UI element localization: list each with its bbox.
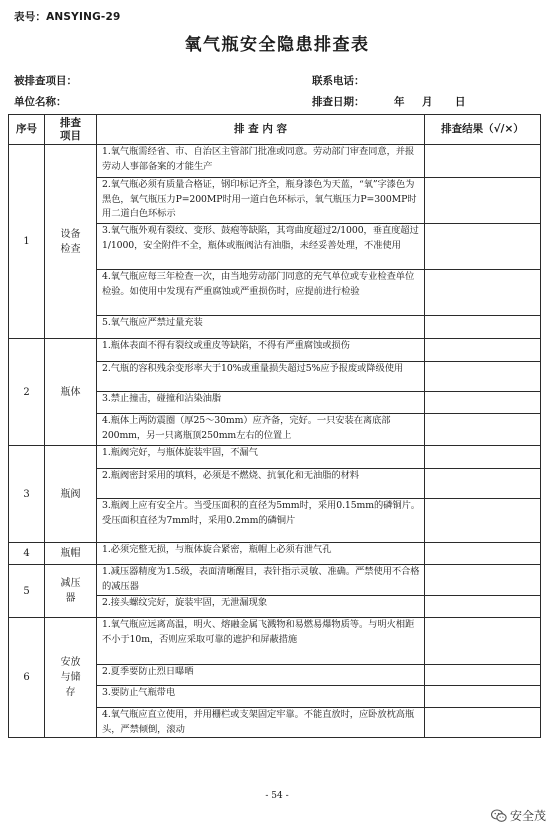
check-content: 2.气瓶的容积残余变形率大于10%或重量损失超过5%应予报废或降级使用: [97, 362, 425, 392]
wechat-watermark: [491, 807, 546, 824]
unit-name-label: 单位名称：: [14, 96, 67, 108]
inspection-date-label: 排查日期：: [312, 96, 365, 108]
check-content: 5.氧气瓶应严禁过量充装: [97, 316, 425, 339]
header-item: 排查项目: [45, 115, 97, 145]
result-cell[interactable]: [425, 339, 541, 362]
date-year-label: 年: [394, 96, 405, 108]
wechat-icon: [491, 809, 507, 823]
group-item: 瓶阀: [45, 446, 97, 543]
date-month-label: 月: [422, 96, 433, 108]
result-cell[interactable]: [425, 686, 541, 708]
contact-phone-label: 联系电话：: [312, 75, 365, 87]
result-cell[interactable]: [425, 618, 541, 665]
table-row: [9, 543, 541, 565]
result-cell[interactable]: [425, 469, 541, 499]
table-row: [9, 618, 541, 665]
page-number: - 54 -: [265, 791, 289, 801]
check-content: 4.氧气瓶应每三年检查一次，由当地劳动部门同意的充气单位或专业检查单位检验。如使用中发现有严重腐蚀或严重损伤时，应提前进行检验: [97, 270, 425, 316]
check-content: 4.瓶体上两防震圈（厚25～30mm）应齐备，完好。一只安装在离底部200mm，另一只离瓶顶250mm左右的位置上: [97, 414, 425, 446]
page-title: 氧气瓶安全隐患排查表: [184, 35, 370, 55]
table-row: [9, 145, 541, 178]
table-body: [9, 145, 541, 738]
check-content: 1.减压器精度为1.5级，表面清晰醒目，表针指示灵敏、准确。严禁使用不合格的减压器: [97, 565, 425, 596]
result-cell[interactable]: [425, 270, 541, 316]
check-content: 4.氧气瓶应直立使用，并用栅栏或支架固定牢靠。不能直放时，应卧放枕高瓶头，严禁倾倒，滚动: [97, 708, 425, 738]
group-item: 安放与储存: [45, 618, 97, 738]
header-result: 排查结果（√/×）: [425, 115, 541, 145]
group-number: 1: [9, 145, 45, 339]
form-code: 表号：ANSYING-29: [14, 11, 121, 23]
check-content: 3.要防止气瓶带电: [97, 686, 425, 708]
group-item: 瓶体: [45, 339, 97, 446]
check-content: 1.瓶阀完好，与瓶体旋装牢固，不漏气: [97, 446, 425, 469]
result-cell[interactable]: [425, 708, 541, 738]
result-cell[interactable]: [425, 565, 541, 596]
check-content: 3.禁止撞击，碰撞和沾染油脂: [97, 392, 425, 414]
group-item: 设备检查: [45, 145, 97, 339]
check-content: 1.氧气瓶应远离高温，明火、熔融金属飞溅物和易燃易爆物质等。与明火相距不小于10m，否则应采取可靠的遮护和屏蔽措施: [97, 618, 425, 665]
result-cell[interactable]: [425, 596, 541, 618]
result-cell[interactable]: [425, 665, 541, 686]
result-cell[interactable]: [425, 224, 541, 270]
date-day-label: 日: [455, 96, 466, 108]
result-cell[interactable]: [425, 499, 541, 543]
check-content: 1.瓶体表面不得有裂纹或重皮等缺陷，不得有严重腐蚀或损伤: [97, 339, 425, 362]
table-header-row: [9, 115, 541, 145]
result-cell[interactable]: [425, 145, 541, 178]
group-item: 减压器: [45, 565, 97, 618]
check-content: 3.氧气瓶外观有裂纹、变形、鼓疱等缺陷，其弯曲度超过2/1000，垂直度超过1/1000，安全附件不全，瓶体或瓶阀沾有油脂，未经妥善处理，不准使用: [97, 224, 425, 270]
group-number: 3: [9, 446, 45, 543]
inspected-project-label: 被排查项目：: [14, 75, 77, 87]
check-content: 2.夏季要防止烈日曝晒: [97, 665, 425, 686]
result-cell[interactable]: [425, 543, 541, 565]
group-number: 5: [9, 565, 45, 618]
result-cell[interactable]: [425, 446, 541, 469]
table-row: [9, 339, 541, 362]
result-cell[interactable]: [425, 414, 541, 446]
check-content: 3.瓶阀上应有安全片。当受压面积的直径为5mm时，采用0.15mm的磷铜片。受压面积直径为7mm时，采用0.2mm的磷铜片: [97, 499, 425, 543]
table-row: [9, 446, 541, 469]
header-no: 序号: [9, 115, 45, 145]
check-content: 2.氧气瓶必须有质量合格证，钢印标记齐全，瓶身漆色为天蓝，“氧”字漆色为黑色，氧气瓶压力P=200MP时用一道白色环标示，氧气瓶压力P=300MP时用二道白色环标示: [97, 178, 425, 224]
group-number: 2: [9, 339, 45, 446]
header-content: 排 查 内 容: [97, 115, 425, 145]
watermark-text: 安全茂: [509, 809, 546, 823]
result-cell[interactable]: [425, 316, 541, 339]
result-cell[interactable]: [425, 178, 541, 224]
inspection-table: [8, 114, 541, 738]
result-cell[interactable]: [425, 362, 541, 392]
check-content: 1.氧气瓶需经省、市、自治区主管部门批准或同意。劳动部门审查同意，并报劳动人事部备案的才能生产: [97, 145, 425, 178]
group-item: 瓶帽: [45, 543, 97, 565]
group-number: 6: [9, 618, 45, 738]
result-cell[interactable]: [425, 392, 541, 414]
check-content: 1.必须完整无损，与瓶体旋合紧密，瓶帽上必须有泄气孔: [97, 543, 425, 565]
group-number: 4: [9, 543, 45, 565]
check-content: 2.瓶阀密封采用的填料，必须是不燃烧、抗氧化和无油脂的材料: [97, 469, 425, 499]
check-content: 2.接头螺纹完好，旋装牢固，无泄漏现象: [97, 596, 425, 618]
table-row: [9, 565, 541, 596]
